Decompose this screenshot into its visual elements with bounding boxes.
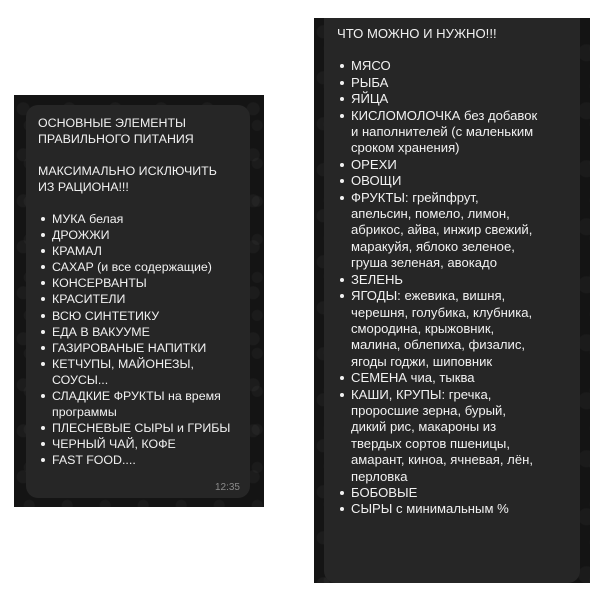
list-item-text: программы [52,405,117,420]
message-timestamp: 12:35 [214,482,240,493]
list-item-text: СЫРЫ с минимальным % [351,501,509,517]
exclude-list [38,211,242,469]
list-item-text: черешня, голубика, клубника, [351,304,533,320]
list-item-text: БОБОВЫЕ [351,484,418,500]
list-item [38,388,242,420]
list-item-text: МЯСО [351,58,391,74]
left-chat-screenshot [14,95,264,507]
list-item-text: МУКА белая [52,212,124,226]
list-item [38,420,242,436]
allowed-list [337,58,572,517]
list-item-text: ЧЕРНЫЙ ЧАЙ, КОФЕ [52,437,176,452]
list-item [38,356,242,388]
list-item [337,108,572,157]
list-item-text: СЛАДКИЕ ФРУКТЫ на время [52,389,221,404]
list-item-text: ВСЮ СИНТЕТИКУ [52,308,160,323]
list-item-text: ОВОЩИ [351,173,402,189]
list-item-text: ягоды годжи, шиповник [351,353,493,369]
list-item [337,272,572,288]
list-item-text: сроком хранения) [351,140,460,156]
message-heading-line-2: ПРАВИЛЬНОГО ПИТАНИЯ [38,132,194,146]
list-item [337,501,572,517]
list-item [38,243,242,259]
list-item-text: малина, облепиха, физалис, [351,337,526,353]
list-item [38,436,242,452]
list-item [337,157,572,173]
list-item [337,75,572,91]
list-item-text: твердых сортов пшеницы, [351,435,510,451]
list-item-text: ПЛЕСНЕВЫЕ СЫРЫ и ГРИБЫ [52,421,231,436]
list-item-text: КЕТЧУПЫ, МАЙОНЕЗЫ, [52,356,194,371]
list-item-text: СЕМЕНА чиа, тыква [351,370,475,386]
list-item-text: перловка [351,468,408,484]
list-item-text: дикий рис, макароны из [351,419,497,435]
list-item-text: амарант, киноа, ячневая, лён, [351,452,533,468]
message-bubble-exclude-list[interactable] [26,105,250,498]
list-item-text: маракуйя, яблоко зеленое, [351,238,515,254]
message-heading: ЧТО МОЖНО И НУЖНО!!! [337,26,497,41]
list-item [337,387,572,485]
list-item [38,308,242,324]
list-item-text: апельсин, помело, лимон, [351,206,510,222]
list-item-text: FAST FOOD.... [52,453,136,468]
list-item [38,340,242,356]
list-item [38,452,242,468]
list-item [337,288,572,370]
list-item-text: ЯГОДЫ: ежевика, вишня, [351,288,506,304]
right-chat-screenshot [314,18,590,583]
message-heading-line-1: ОСНОВНЫЕ ЭЛЕМЕНТЫ [38,116,187,130]
list-item-text: ФРУКТЫ: грейпфрут, [351,189,479,205]
message-subheading-line-2: ИЗ РАЦИОНА!!! [38,180,129,194]
list-item-text: ЕДА В ВАКУУМЕ [52,324,150,339]
list-item-text: абрикос, айва, инжир свежий, [351,222,533,238]
list-item-text: смородина, крыжовник, [351,320,495,336]
list-item [337,190,572,272]
list-item [38,324,242,340]
list-item [337,91,572,107]
list-item-text: ЗЕЛЕНЬ [351,271,404,287]
list-item-text: ОРЕХИ [351,156,397,172]
message-subheading-line-1: МАКСИМАЛЬНО ИСКЛЮЧИТЬ [38,164,217,178]
list-item [38,275,242,291]
list-item [38,259,242,275]
list-item-text: и наполнителей (с маленьким [351,124,534,140]
list-item-text: САХАР (и все содержащие) [52,260,212,275]
list-item-text: груша зеленая, авокадо [351,255,497,271]
list-item-text: ЯЙЦА [351,91,389,107]
list-item-text: ГАЗИРОВАНЫЕ НАПИТКИ [52,340,207,355]
list-item-text: проросшие зерна, бурый, [351,402,506,418]
list-item-text: РЫБА [351,74,389,90]
list-item-text: ДРОЖЖИ [52,228,110,243]
list-item-text: СОУСЫ... [52,372,109,387]
list-item [38,211,242,227]
list-item-text: КАШИ, КРУПЫ: гречка, [351,386,492,402]
list-item [38,291,242,307]
list-item [38,227,242,243]
list-item-text: КОНСЕРВАНТЫ [52,276,147,291]
list-item [337,173,572,189]
list-item-text: КРАМАЛ [52,244,102,259]
message-bubble-allowed-list[interactable] [324,18,580,583]
list-item-text: КРАСИТЕЛИ [52,292,126,307]
list-item [337,370,572,386]
list-item [337,485,572,501]
list-item-text: КИСЛОМОЛОЧКА без добавок [351,107,538,123]
list-item [337,58,572,74]
